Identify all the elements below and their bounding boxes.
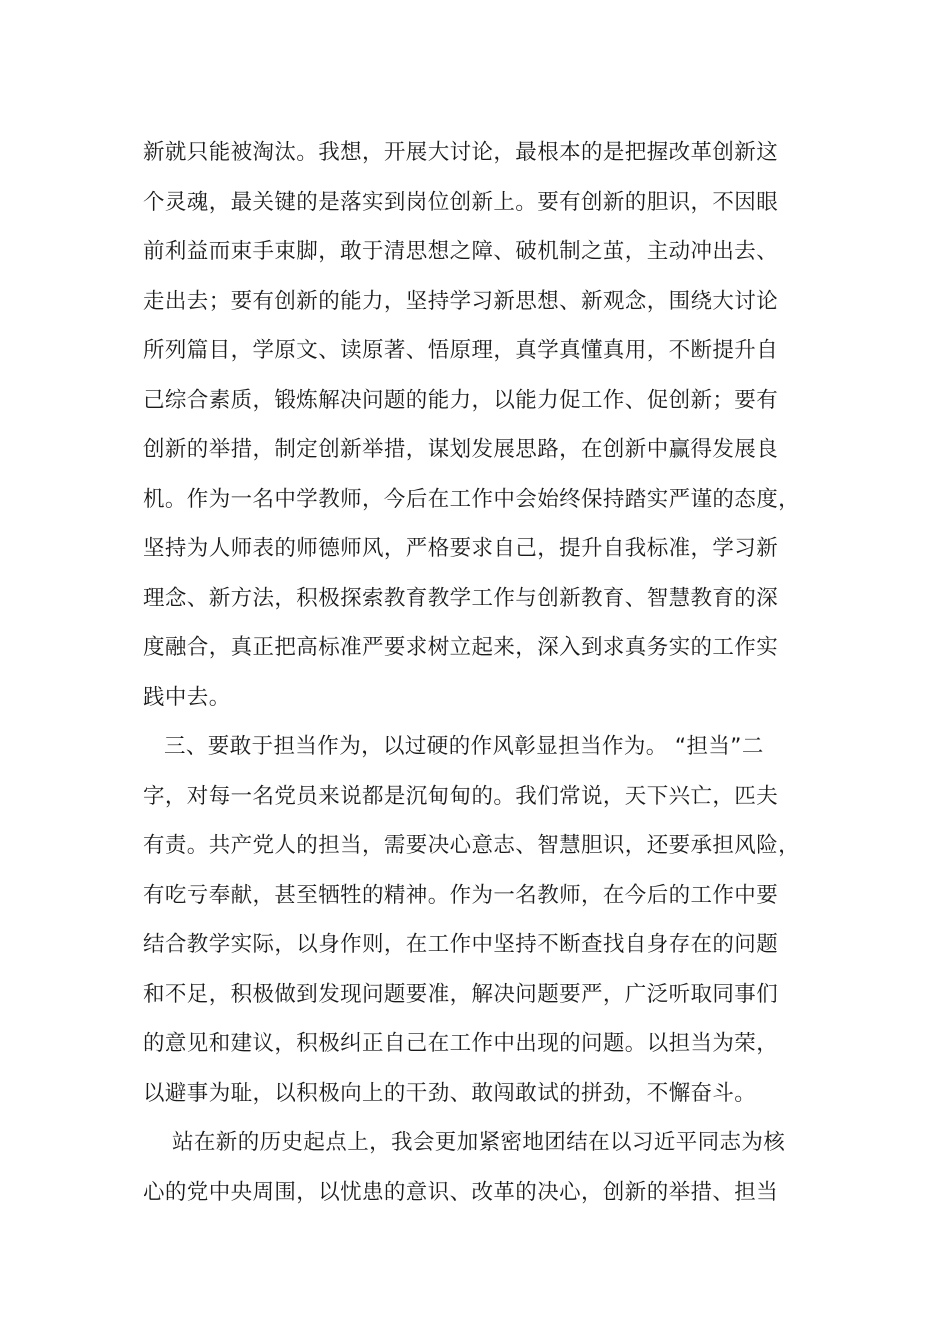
text-line: 创新的举措，制定创新举措，谋划发展思路，在创新中赢得发展良 <box>143 437 779 462</box>
paragraph-start-line: 站在新的历史起点上，我会更加紧密地团结在以习近平同志为核 <box>172 1130 786 1155</box>
text-line: 新就只能被淘汰。我想，开展大讨论，最根本的是把握改革创新这 <box>143 140 779 165</box>
section-heading-line: 三、要敢于担当作为，以过硬的作风彰显担当作为。 “担当”二 <box>164 734 764 759</box>
text-line: 践中去。 <box>143 684 231 710</box>
text-line: 的意见和建议，积极纠正自己在工作中出现的问题。以担当为荣， <box>143 1031 779 1056</box>
text-line: 个灵魂，最关键的是落实到岗位创新上。要有创新的胆识，不因眼 <box>143 189 779 215</box>
text-line: 有吃亏奉献，甚至牺牲的精神。作为一名教师，在今后的工作中要 <box>143 882 779 908</box>
text-line: 和不足，积极做到发现问题要准，解决问题要严，广泛听取同事们 <box>143 981 779 1007</box>
text-line: 机。作为一名中学教师，今后在工作中会始终保持踏实严谨的态度， <box>143 486 801 512</box>
body-text <box>143 128 843 1217</box>
text-line: 结合教学实际，以身作则，在工作中坚持不断查找自身存在的问题 <box>143 932 779 957</box>
text-line: 度融合，真正把高标准严要求树立起来，深入到求真务实的工作实 <box>143 635 779 660</box>
text-line: 有责。共产党人的担当，需要决心意志、智慧胆识，还要承担风险， <box>143 833 801 858</box>
text-line: 前利益而束手束脚，敢于清思想之障、破机制之茧，主动冲出去、 <box>143 239 779 264</box>
text-line: 坚持为人师表的师德师风，严格要求自己，提升自我标准，学习新 <box>143 536 779 561</box>
text-line: 己综合素质，锻炼解决问题的能力，以能力促工作、促创新；要有 <box>143 387 779 413</box>
text-line: 所列篇目，学原文、读原著、悟原理，真学真懂真用，不断提升自 <box>143 338 779 363</box>
text-line: 心的党中央周围，以忧患的意识、改革的决心，创新的举措、担当 <box>143 1179 779 1205</box>
text-line: 走出去；要有创新的能力，坚持学习新思想、新观念，围绕大讨论 <box>143 288 779 314</box>
text-line: 字，对每一名党员来说都是沉甸甸的。我们常说，天下兴亡，匹夫 <box>143 783 779 809</box>
text-line: 以避事为耻，以积极向上的干劲、敢闯敢试的拼劲，不懈奋斗。 <box>143 1080 757 1106</box>
text-line: 理念、新方法，积极探索教育教学工作与创新教育、智慧教育的深 <box>143 585 779 611</box>
